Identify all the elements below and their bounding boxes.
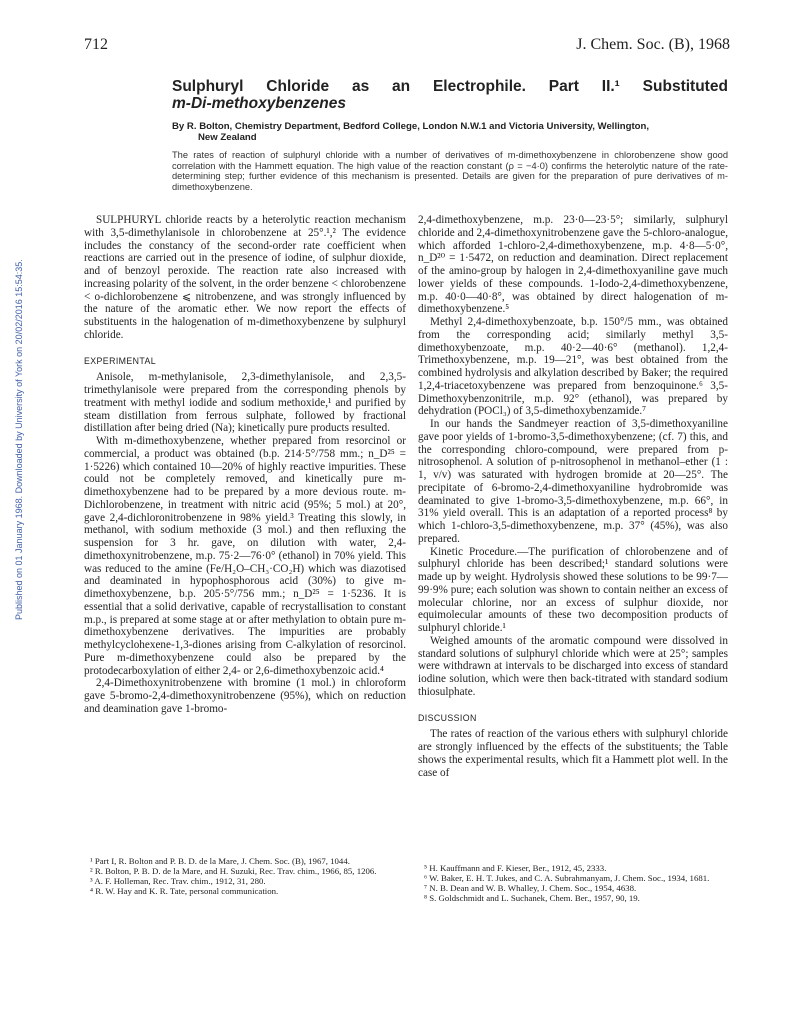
title-word: Substituted — [642, 78, 728, 95]
footnote: ⁵ H. Kauffmann and F. Kieser, Ber., 1912, 45, 2333. — [424, 863, 607, 873]
title-word: Part — [548, 78, 579, 95]
title-word: II.¹ — [601, 78, 620, 95]
footnote: ¹ Part I, R. Bolton and P. B. D. de la Mare, J. Chem. Soc. (B), 1967, 1044. — [90, 856, 350, 866]
article-title — [172, 78, 728, 112]
intro-paragraph: SULPHURYL chloride reacts by a heterolytic reaction mechanism with 3,5-dimethylanisole in chlorobenzene at 25°.¹,² The evidence includes the constancy of the second-order rate coefficient when reactions are carried out in the presence of iodine, of sulphur dioxide, and of benzoyl peroxide. The reaction rate also increased with increasing polarity of the solvent, in the order benzene < chlorobenzene < o-dichlorobenzene ⩽ nitrobenzene, and was strongly influenced by the nature of the aromatic ether. We now report the effects of substituents in the halogenation of m-dimethoxybenzene by sulphuryl chloride. — [84, 214, 406, 341]
body-paragraph: With m-dimethoxybenzene, whether prepared from resorcinol or commercial, a product was obtained (b.p. 214·5°/758 mm.; n_D²⁵ = 1·5226) which contained 10—20% of highly reactive impurities. These could not be completely removed, and kinetically pure m-dimethoxybenzene had to be prepared by a more devious route. m-Dichlorobenzene, in treatment with nitric acid (95%; 5 mol.) at 20°, gave 2,4-dichloronitrobenzene in 98% yield.³ Treating this slowly, in methanol, with sodium methoxide (3 mol.) and then refluxing the suspension for 3 hr. gave, on dilution with water, 2,4-dimethoxynitrobenzene, m.p. 75·2—76·0° (ethanol) in 70% yield. This was reduced to the amine (Fe/H₂O–CH₃·CO₂H) which was diazotised and deaminated in hypophosphorous acid (30%) to give m-dimethoxybenzene, b.p. 205·5°/756 mm.; n_D²⁵ = 1·5236. It is essential that a solid derivative, capable of recrystallisation to constant m.p., is prepared at some stage at or after methylation to obtain pure m-dimethoxybenzene derivatives. The impurities are probably methylcyclohexene-1,3-diones arising from C-alkylation of resorcinol. Pure m-dimethoxybenzene could also be prepared by the protodecarboxylation of either 2,4- or 2,6-dimethoxybenzoic acid.⁴ — [84, 435, 406, 677]
title-line-2: m-Di-methoxybenzenes — [172, 95, 346, 112]
byline — [172, 121, 742, 143]
body-paragraph: The rates of reaction of the various ethers with sulphuryl chloride are strongly influenced by the effects of the substituents; the Table shows the experimental results, which fit a Hammett plot well. In the case of — [418, 728, 728, 779]
footnotes-right — [418, 863, 728, 903]
footnote: ⁶ W. Baker, E. H. T. Jukes, and C. A. Subrahmanyam, J. Chem. Soc., 1934, 1681. — [424, 873, 710, 883]
body-paragraph: Methyl 2,4-dimethoxybenzoate, b.p. 150°/5 mm., was obtained from the corresponding acid; similarly methyl 3,5-dimethoxybenzoate, m.p. 40·2—40·6° (methanol). 1,2,4-Trimethoxybenzene, m.p. 19—21°, was best obtained from the combined hydrolysis and alkylation described by Baker; the required 1,2,4-triacetoxybenzene was prepared from benzoquinone.⁶ 3,5-Dimethoxybenzonitrile, m.p. 92° (ethanol), was prepared by dehydration (POCl₃) of 3,5-dimethoxybenzamide.⁷ — [418, 316, 728, 418]
title-word: Chloride — [266, 78, 330, 95]
title-word: an — [392, 78, 411, 95]
author-affiliation-2: New Zealand — [198, 132, 257, 143]
download-sidebar — [4, 180, 24, 620]
footnote: ² R. Bolton, P. B. D. de la Mare, and H. Suzuki, Rec. Trav. chim., 1966, 85, 1206. — [90, 866, 377, 876]
discussion-heading: DISCUSSION — [418, 712, 477, 723]
author-affiliation: By R. Bolton, Chemistry Department, Bedford College, London N.W.1 and Victoria University, Wellington, — [172, 121, 650, 132]
left-column — [84, 214, 406, 716]
body-paragraph: Anisole, m-methylanisole, 2,3-dimethylanisole, and 2,3,5-trimethylanisole were prepared from the corresponding phenols by treatment with methyl iodide and sodium methoxide,¹ and purified by steam distillation from ferrous sulphate, followed by fractional distillation after being dried (Na); kinetically pure products resulted. — [84, 371, 406, 435]
right-column — [418, 214, 728, 779]
title-word: Electrophile. — [432, 78, 526, 95]
page-number: 712 — [84, 36, 108, 53]
title-word: as — [351, 78, 370, 95]
abstract: The rates of reaction of sulphuryl chloride with a number of derivatives of m-dimethoxybenzene in chlorobenzene show good correlation with the Hammett equation. The high value of the reaction constant (ρ = −4·0) confirms the heterolytic nature of the rate-determining step; further evidence of this mechanism is presented. Details are given for the preparation of pure derivatives of m-dimethoxybenzene. — [172, 150, 728, 192]
body-paragraph: In our hands the Sandmeyer reaction of 3,5-dimethoxyaniline gave poor yields of 1-bromo-3,5-dimethoxybenzene; (cf. 7) this, and the corresponding chloro-compound, were prepared from p-nitrosophenol. A solution of p-nitrosophenol in methanol–ether (1 : 1, v/v) was saturated with hydrogen bromide at 20—25°. The precipitate of 6-bromo-2,4-dimethoxyaniline hydrobromide was deaminated to give 1-bromo-3,5-dimethoxybenzene, m.p. 66°, in 31% yield overall. This is an adaptation of a reported process⁸ by which 1-chloro-3,5-dimethoxybenzene, m.p. 37° (45%), was also prepared. — [418, 418, 728, 545]
footnote: ⁷ N. B. Dean and W. B. Whalley, J. Chem. Soc., 1954, 4638. — [424, 883, 637, 893]
title-word: Sulphuryl — [172, 78, 244, 95]
experimental-heading: EXPERIMENTAL — [84, 355, 157, 366]
journal-header: J. Chem. Soc. (B), 1968 — [576, 36, 730, 53]
footnote: ³ A. F. Holleman, Rec. Trav. chim., 1912, 31, 280. — [90, 876, 266, 886]
body-paragraph: 2,4-Dimethoxynitrobenzene with bromine (1 mol.) in chloroform gave 5-bromo-2,4-dimethoxynitrobenzene (95%), which on reduction and deamination gave 1-bromo- — [84, 677, 406, 715]
download-notice-link[interactable]: Published on 01 January 1968. Downloaded by University of York on 20/02/2016 15:54:35. — [14, 259, 24, 620]
footnotes-left — [84, 856, 406, 896]
body-paragraph: Kinetic Procedure.—The purification of chlorobenzene and of sulphuryl chloride has been described;¹ standard solutions were made up by weight. Hydrolysis showed these solutions to be 99·7—99·9% pure; each solution was shown to contain neither an excess of molecular chlorine, nor an excess of sulphur dioxide, nor equimolecular amounts of these two decomposition products of sulphuryl chloride.¹ — [418, 545, 728, 634]
body-paragraph: Weighed amounts of the aromatic compound were dissolved in standard solutions of sulphuryl chloride which were at 25°; samples were withdrawn at intervals to be discharged into excess of standard iodine solution, which were then back-titrated with standard sodium thiosulphate. — [418, 634, 728, 698]
body-paragraph: 2,4-dimethoxybenzene, m.p. 23·0—23·5°; similarly, sulphuryl chloride and 2,4-dimethoxynitrobenzene gave the 5-chloro-analogue, which afforded 1-chloro-2,4-dimethoxybenzene, m.p. 4·8—5·0°, n_D²⁰ = 1·5472, on reduction and deamination. Direct replacement of the amino-group by halogen in 2,4-dimethoxyaniline gave much lower yields of these compounds. 1-Iodo-2,4-dimethoxybenzene, m.p. 40·0—40·8°, was obtained by direct halogenation of m-dimethoxybenzene.⁵ — [418, 214, 728, 316]
footnote: ⁴ R. W. Hay and K. R. Tate, personal communication. — [90, 886, 279, 896]
footnote: ⁸ S. Goldschmidt and L. Suchanek, Chem. Ber., 1957, 90, 19. — [424, 893, 640, 903]
title-line-1 — [172, 78, 728, 95]
